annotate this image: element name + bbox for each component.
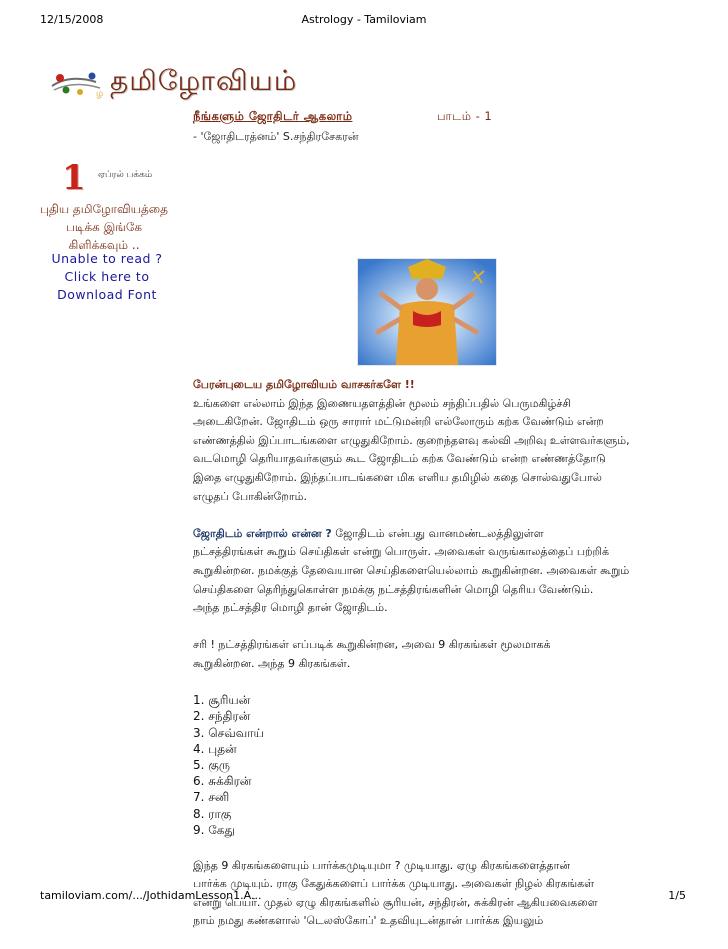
- text-line: எழுதப் போகின்றோம்.: [193, 489, 307, 503]
- font-link-line: Click here to: [64, 269, 150, 284]
- list-item: 5. குரு: [193, 757, 230, 772]
- site-logo[interactable]: தமிழோவியம்: [110, 64, 298, 97]
- new-site-link[interactable]: [40, 200, 168, 254]
- list-item: 1. சூரியன்: [193, 693, 251, 708]
- text-line: செய்திகளை தெரிந்துகொள்ள நமக்கு நட்சத்திரங்களின் மொழி தெரிய வேண்டும்.: [193, 582, 594, 596]
- text-line: இந்த 9 கிரகங்களையும் பார்க்கமுடியுமா ? முடியாது. ஏழு கிரகங்களைத்தான்: [193, 858, 570, 872]
- text-line: பார்க்க முடியும். ராகு கேதுக்களைப் பார்க்க முடியாது. அவைகள் நிழல் கிரகங்கள்: [193, 877, 595, 891]
- list-item: 6. சுக்கிரன்: [193, 774, 252, 789]
- print-url: tamiloviam.com/.../JothidamLesson1.A...: [40, 889, 262, 902]
- download-font-link[interactable]: [48, 250, 166, 304]
- new-site-line: புதிய தமிழோவியத்தை: [40, 202, 168, 216]
- text-line: கூறுகின்றன. அந்த 9 கிரகங்கள்.: [193, 656, 351, 670]
- lesson-number: பாடம் - 1: [437, 109, 493, 123]
- section-question: ஜோதிடம் என்றால் என்ன ?: [193, 526, 332, 540]
- intro-paragraph: [193, 395, 663, 507]
- definition-paragraph: [193, 525, 663, 618]
- text-line: உங்களை எல்லாம் இந்த இணையதளத்தின் மூலம் சந்திப்பதில் பெருமகிழ்ச்சி: [193, 396, 572, 410]
- issue-badge-label: ஏப்ரல் பக்கம்: [98, 170, 153, 180]
- text-line: எண்ணத்தில் இப்பாடங்களை எழுதுகிறோம். குறைந்தளவு கல்வி அறிவு உள்ளவர்களும்,: [193, 433, 630, 447]
- deity-illustration: [357, 258, 497, 366]
- author-line: - 'ஜோதிடரத்னம்' S.சந்திரசேகரன்: [193, 130, 359, 143]
- list-item: 4. புதன்: [193, 741, 237, 756]
- font-link-line: Download Font: [57, 287, 157, 302]
- print-footer: [0, 889, 728, 905]
- greeting: பேரன்புடைய தமிழோவியம் வாசகர்களே !!: [193, 378, 415, 391]
- font-link-line: Unable to read ?: [51, 251, 163, 266]
- text-line: இதை எழுதுகிறோம். இந்தப்பாடங்களை மிக எளிய தமிழில் கதை சொல்வதுபோல்: [193, 470, 602, 484]
- print-title: Astrology - Tamiloviam: [301, 13, 427, 26]
- logo-emblem[interactable]: [50, 70, 106, 98]
- new-site-line: படிக்க இங்கே: [65, 220, 143, 234]
- list-item: 2. சந்திரன்: [193, 709, 251, 724]
- text-line: நட்சத்திரங்கள் கூறும் செய்திகள் என்று பொருள். அவைகள் வருங்காலத்தைப் பற்றிக்: [193, 545, 610, 559]
- issue-badge-number: 1: [62, 158, 86, 198]
- list-item: 9. கேது: [193, 822, 235, 837]
- list-item: 8. ராகு: [193, 806, 232, 821]
- text-line: என்று பெயர். முதல் ஏழு கிரகங்களில் சூரியன், சந்திரன், சுக்கிரன் ஆகியவைகளை: [193, 895, 598, 909]
- text-line: நாம் நமது கண்களால் 'டெலஸ்கோப்' உதவியுடன்தான் பார்க்க இயலும்: [193, 914, 544, 928]
- planet-list: [193, 692, 663, 838]
- text-line: வடமொழி தெரியாதவர்களும் கூட ஜோதிடம் கற்க வேண்டும் என்ற எண்ணத்தோடு: [193, 452, 606, 466]
- text-line: அந்த நட்சத்திர மொழி தான் ஜோதிடம்.: [193, 601, 388, 615]
- lesson-title-link[interactable]: நீங்களும் ஜோதிடர் ஆகலாம்: [193, 109, 353, 123]
- planets-intro-paragraph: [193, 636, 663, 673]
- text-line: ஜோதிடம் என்பது வானமண்டலத்திலுள்ள: [331, 526, 544, 540]
- text-line: சரி ! நட்சத்திரங்கள் எப்படிக் கூறுகின்றன, அவை 9 கிரகங்கள் மூலமாகக்: [193, 638, 551, 652]
- text-line: அடைகிறேன். ஜோதிடம் ஒரு சாரார் மட்டுமன்றி எல்லோரும் கற்க வேண்டும் என்ற: [193, 415, 604, 429]
- list-item: 3. செவ்வாய்: [193, 725, 264, 740]
- print-date: 12/15/2008: [40, 13, 104, 26]
- print-page-number: 1/5: [668, 889, 686, 902]
- new-site-line: கிளிக்கவும் ..: [68, 238, 140, 252]
- svg-text:ழ: ழ: [96, 89, 104, 99]
- list-item: 7. சனி: [193, 790, 230, 805]
- lesson-body: [193, 376, 663, 949]
- text-line: கூறுகின்றன. நமக்குத் தேவையான செய்திகளையெல்லாம் கூறுகின்றன. அவைகள் கூறும்: [193, 563, 630, 577]
